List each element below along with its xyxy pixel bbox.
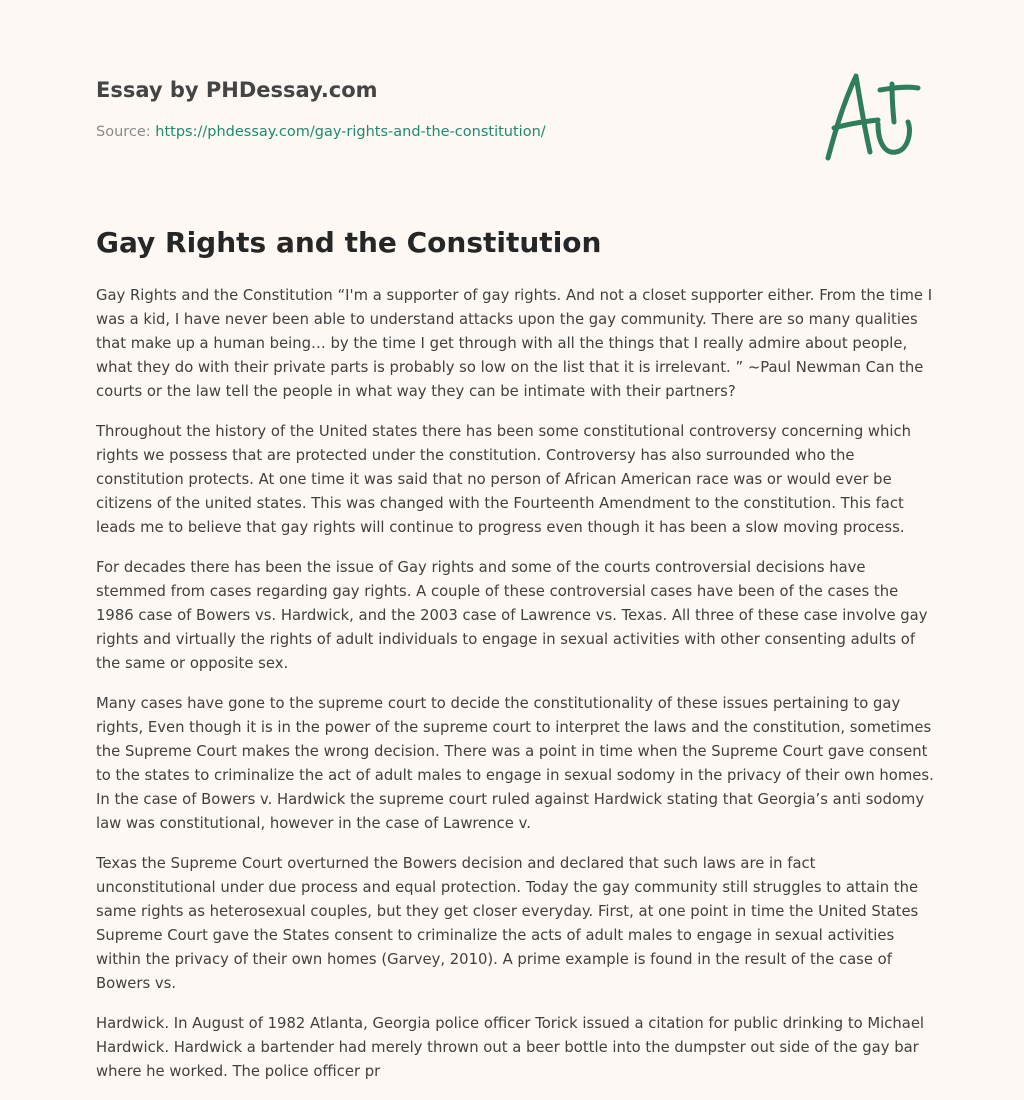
essay-paragraph: Throughout the history of the United states there has been some constitutional controversy concerning which rights we possess that are protected under the constitution. Controversy has also surrounded who the constitution protects. At one time it was said that no person of African American race was or would ever be citizens of the united states. This was changed with the Fourteenth Amendment to the constitution. This fact leads me to believe that gay rights will continue to progress even though it has been a slow moving process. [96,423,912,536]
site-name: Essay by PHDessay.com [96,78,378,102]
essay-paragraph: Gay Rights and the Constitution “I'm a supporter of gay rights. And not a closet supporter either. From the time I was a kid, I have never been able to understand attacks upon the gay community. There are so many qualities that make up a human being… by the time I get through with all the things that I really admire about people, what they do with their private parts is probably so low on the list that it is irrelevant. ” ~Paul Newman Can the courts or the law tell the people in what way they can be intimate with their partners? [96,287,933,400]
essay-paragraph: Many cases have gone to the supreme court to decide the constitutionality of these issues pertaining to gay rights, Even though it is in the power of the supreme court to interpret the laws and the constitution, sometimes the Supreme Court makes the wrong decision. There was a point in time when the Supreme Court gave consent to the states to criminalize the act of adult males to engage in sexual sodomy in the privacy of their own homes. In the case of Bowers v. Hardwick the supreme court ruled against Hardwick stating that Georgia’s anti sodomy law was constitutional, however in the case of Lawrence v. [96,695,934,832]
essay-paragraph: Hardwick. In August of 1982 Atlanta, Georgia police officer Torick issued a citation for public drinking to Michael Hardwick. Hardwick a bartender had merely thrown out a beer bottle into the dumpster out side of the gay bar where he worked. The police officer pr [96,1015,925,1080]
source-link[interactable]: https://phdessay.com/gay-rights-and-the-constitution/ [155,124,546,140]
source-label: Source: [96,124,156,140]
essay-paragraph: For decades there has been the issue of Gay rights and some of the courts controversial decisions have stemmed from cases regarding gay rights. A couple of these controversial cases have been of the cases the 1986 case of Bowers vs. Hardwick, and the 2003 case of Lawrence vs. Texas. All three of these case involve gay rights and virtually the rights of adult individuals to engage in sexual activities with other consenting adults of the same or opposite sex. [96,559,928,672]
essay-title: Gay Rights and the Constitution [96,226,602,259]
essay-paragraph: Texas the Supreme Court overturned the Bowers decision and declared that such laws are in fact unconstitutional under due process and equal protection. Today the gay community still struggles to attain the same rights as heterosexual couples, but they get closer everyday. First, at one point in time the United States Supreme Court gave the States consent to criminalize the acts of adult males to engage in sexual activities within the privacy of their own homes (Garvey, 2010). A prime example is found in the result of the case of Bowers vs. [96,855,919,992]
essay-body [96,284,936,1100]
source-line [96,124,546,140]
a-plus-logo [820,66,924,166]
